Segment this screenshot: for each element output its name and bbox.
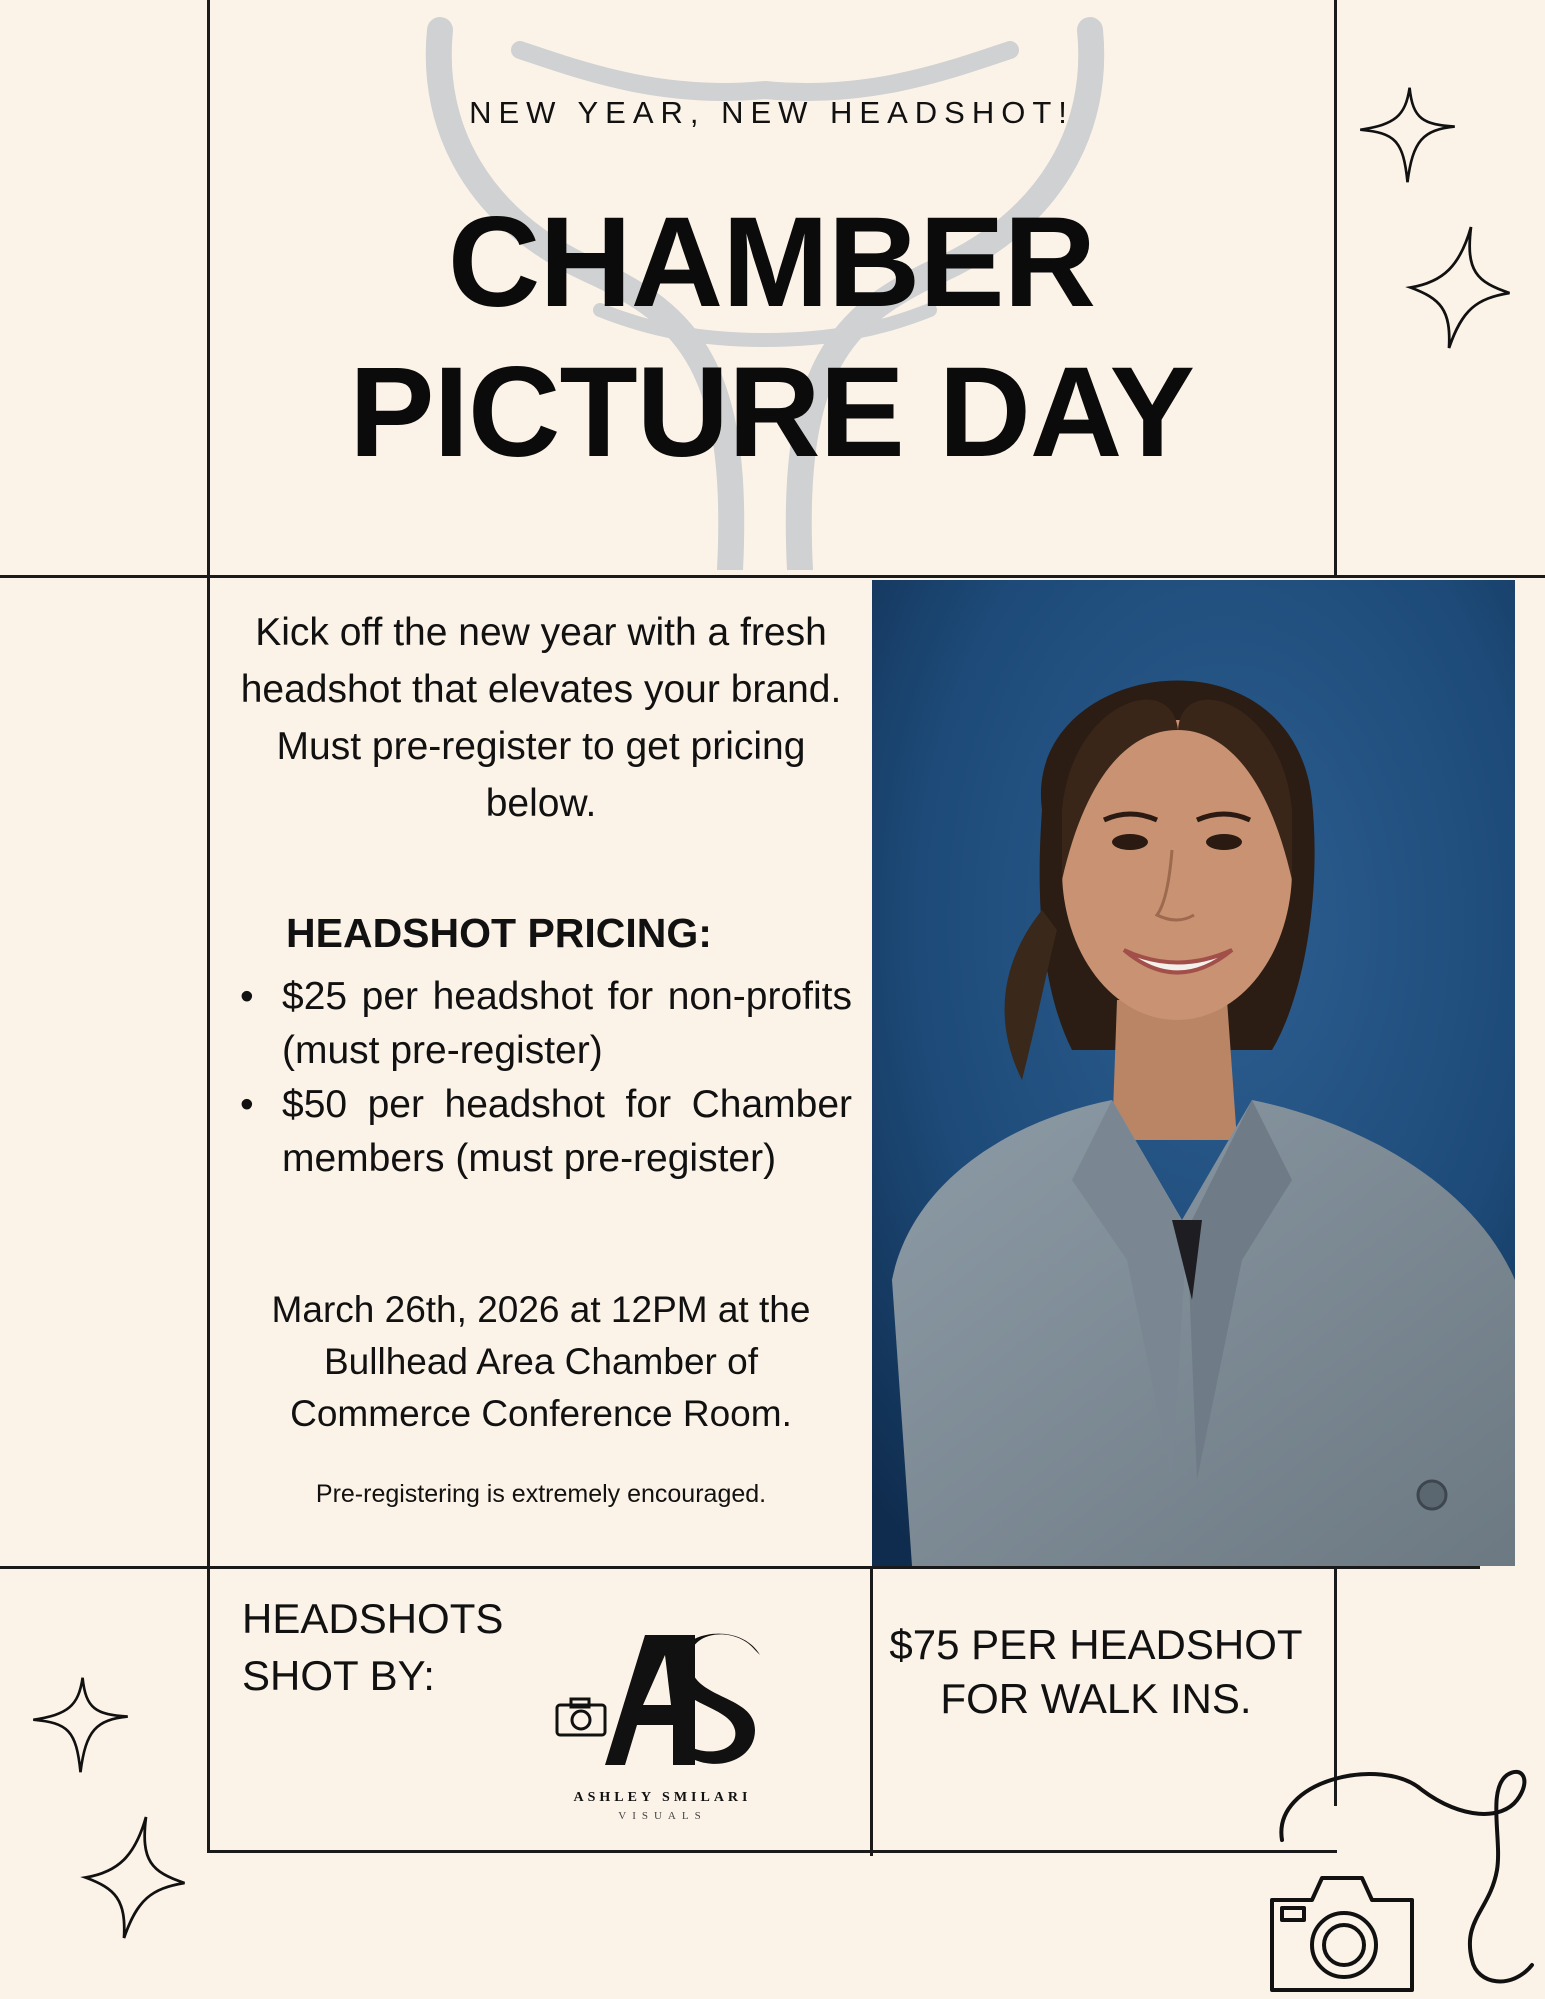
sparkle-icon: [1405, 220, 1515, 355]
pricing-list: [240, 970, 852, 1186]
sparkle-icon: [80, 1810, 190, 1945]
sparkle-icon: [28, 1670, 133, 1780]
grid-hline-top: [0, 575, 1545, 578]
preregister-note: Pre-registering is extremely encouraged.: [315, 1480, 767, 1508]
photographer-logo: [555, 1625, 770, 1825]
walk-in-price: $75 PER HEADSHOT FOR WALK INS.: [889, 1621, 1303, 1722]
title-line-1: CHAMBER: [447, 191, 1096, 334]
title-line-2: PICTURE DAY: [349, 341, 1194, 484]
headshots-shot-by-label: HEADSHOTS SHOT BY:: [242, 1595, 504, 1699]
pricing-item-nonprofit: • $25 per headshot for non-profits (must pre-register): [240, 970, 852, 1078]
sparkle-icon: [1355, 80, 1460, 190]
logo-name: ASHLEY SMILARI: [573, 1790, 752, 1805]
tagline: NEW YEAR, NEW HEADSHOT!: [469, 95, 1074, 130]
grid-hline-mid: [0, 1566, 1480, 1569]
intro-text: Kick off the new year with a fresh headshot that elevates your brand. Must pre-register to get pricing below.: [240, 611, 842, 825]
event-details: March 26th, 2026 at 12PM at the Bullhead Area Chamber of Commerce Conference Room.: [271, 1289, 811, 1434]
logo-sub: VISUALS: [618, 1810, 707, 1822]
as-monogram-logo: [555, 1625, 770, 1775]
page-title: [208, 188, 1335, 488]
pricing-item-member: • $50 per headshot for Chamber members (must pre-register): [240, 1078, 852, 1186]
camera-icon: [1262, 1760, 1542, 1995]
grid-hline-bottom: [207, 1850, 1337, 1853]
camera-icon: [557, 1699, 605, 1735]
headshot-photo: [872, 580, 1515, 1566]
pricing-heading: HEADSHOT PRICING:: [286, 910, 712, 956]
